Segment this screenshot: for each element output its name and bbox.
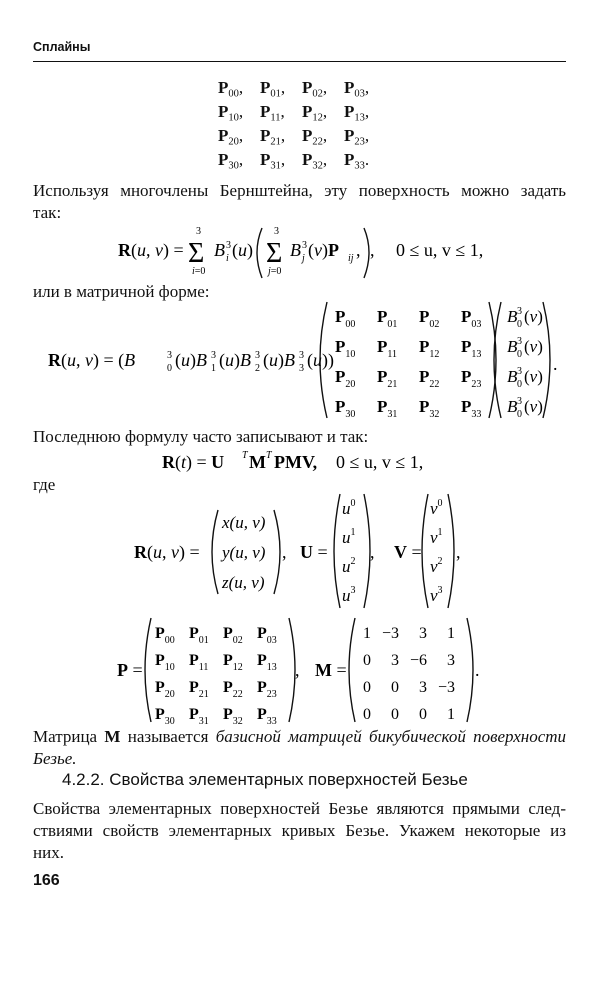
control-point: $P_{20}$,: [218, 126, 244, 148]
svg-text:V =: V =: [394, 542, 422, 562]
control-point: $P_{21}$,: [260, 126, 286, 148]
svg-text:(v): (v): [524, 307, 543, 326]
p-matrix-cell: $P_{21}$: [189, 679, 209, 700]
paragraph-properties-3: них.: [33, 843, 64, 862]
paragraph-bernstein-2: так:: [33, 203, 62, 222]
p-matrix-cell: $P_{30}$: [155, 706, 175, 724]
m-matrix-cell: 0: [363, 652, 371, 669]
svg-text:M: M: [249, 452, 266, 472]
m-matrix-cell: 0: [391, 706, 399, 723]
p-matrix-cell: $P_{12}$: [223, 652, 243, 673]
control-point: $P_{01}$,: [260, 78, 286, 100]
m-matrix-cell: 0: [363, 679, 371, 696]
svg-text:3: 3: [299, 363, 304, 374]
control-points-row: [218, 100, 386, 124]
control-point: $P_{00}$,: [218, 78, 244, 100]
svg-text:3: 3: [517, 396, 522, 407]
formula-p-m-matrices: [115, 616, 495, 724]
svg-text:ij: ij: [348, 253, 354, 264]
svg-text:3: 3: [167, 350, 172, 361]
paragraph-properties-2: ствиями свойств элементарных кривых Безье. Укажем некоторые из: [33, 821, 566, 840]
svg-text:,: ,: [356, 240, 361, 260]
svg-text:R(u, v) =: R(u, v) =: [134, 542, 200, 562]
m-matrix-cell: −6: [409, 652, 427, 669]
v-vector-entry: $v^0$: [430, 498, 443, 518]
svg-text:(u)): (u)): [307, 350, 334, 370]
matrix-form-cell: $P_{22}$: [419, 367, 440, 390]
svg-text:Σ: Σ: [188, 238, 205, 269]
svg-text:3: 3: [517, 336, 522, 347]
svg-text:0: 0: [167, 363, 172, 374]
svg-text:P =: P =: [117, 660, 143, 680]
svg-text:(v)P: (v)P: [308, 240, 339, 260]
svg-text:3: 3: [196, 226, 201, 237]
svg-text:2: 2: [255, 363, 260, 374]
compact-range: 0 ≤ u, v ≤ 1,: [336, 452, 424, 472]
formula-bernstein-sum: [100, 222, 520, 282]
svg-text:B: B: [507, 397, 518, 416]
u-vector-entry: $u^0$: [342, 498, 356, 518]
svg-text:,: ,: [370, 240, 375, 260]
m-matrix-cell: 0: [363, 706, 371, 723]
r-vector-entry: x(u, v): [222, 513, 266, 532]
formula-vectors: [130, 492, 470, 610]
svg-text:1: 1: [211, 363, 216, 374]
m-matrix-cell: 1: [447, 625, 455, 642]
p-matrix-cell: $P_{01}$: [189, 625, 209, 646]
svg-text:(u): (u): [232, 240, 253, 260]
matrix-form-cell: $P_{11}$: [377, 337, 398, 360]
matrix-form-cell: $P_{21}$: [377, 367, 398, 390]
v-vector-entry: $v^1$: [430, 527, 443, 547]
matrix-form-cell: $P_{32}$: [419, 397, 440, 420]
p-matrix-cell: $P_{03}$: [257, 625, 277, 646]
svg-text:T: T: [242, 450, 248, 461]
svg-text:(v): (v): [524, 397, 543, 416]
paragraph-bernstein-1: Используя многочлены Бернштейна, эту поверхность можно задать: [33, 181, 566, 200]
matrix-form-cell: $P_{02}$: [419, 307, 440, 330]
m-matrix-cell: −3: [381, 625, 399, 642]
matrix-form-cell: $P_{12}$: [419, 337, 440, 360]
svg-text:R(t) = U: R(t) = U: [162, 452, 225, 472]
m-matrix-cell: 1: [363, 625, 371, 642]
p-matrix-cell: $P_{13}$: [257, 652, 277, 673]
m-definition-line1: Матрица M называется базисной матрицей бикубической поверхности: [33, 727, 567, 746]
m-matrix-cell: 0: [419, 706, 427, 723]
header-rule: [33, 61, 566, 62]
control-points-list: [218, 76, 386, 172]
formula-sum-range: 0 ≤ u, v ≤ 1,: [396, 240, 484, 260]
svg-text:.: .: [475, 660, 480, 680]
control-point: $P_{30}$,: [218, 150, 244, 172]
matrix-form-cell: $P_{23}$: [461, 367, 482, 390]
control-point: $P_{31}$,: [260, 150, 286, 172]
control-point: $P_{23}$,: [344, 126, 370, 148]
svg-text:3: 3: [255, 350, 260, 361]
svg-text:3: 3: [517, 366, 522, 377]
paragraph-properties-1: Свойства элементарных поверхностей Безье являются прямыми след-: [33, 799, 566, 818]
control-points-row: [218, 124, 386, 148]
svg-text:,: ,: [295, 660, 300, 680]
svg-text:,: ,: [370, 542, 375, 562]
svg-text:T: T: [266, 450, 272, 461]
r-vector-entry: y(u, v): [222, 543, 266, 562]
svg-text:.: .: [553, 354, 558, 374]
svg-text:j=0: j=0: [268, 266, 282, 277]
svg-text:R(u, v) = (B: R(u, v) = (B: [48, 350, 136, 370]
matrix-intro: или в матричной форме:: [33, 282, 210, 301]
svg-text:B: B: [507, 367, 518, 386]
svg-text:3: 3: [226, 240, 231, 251]
svg-text:U =: U =: [300, 542, 328, 562]
control-point: $P_{33}$.: [344, 150, 370, 172]
svg-text:B: B: [507, 337, 518, 356]
svg-text:PMV,: PMV,: [274, 452, 318, 472]
r-vector-entry: z(u, v): [222, 573, 265, 592]
control-points-row: [218, 76, 386, 100]
m-matrix-cell: 3: [447, 652, 455, 669]
svg-text:M =: M =: [315, 660, 347, 680]
formula-matrix-form: [45, 300, 565, 422]
control-point: $P_{22}$,: [302, 126, 328, 148]
matrix-form-cell: $P_{03}$: [461, 307, 482, 330]
matrix-form-cell: $P_{13}$: [461, 337, 482, 360]
p-matrix-cell: $P_{32}$: [223, 706, 243, 724]
svg-text:3: 3: [517, 306, 522, 317]
svg-text:3: 3: [299, 350, 304, 361]
m-matrix-cell: 0: [391, 679, 399, 696]
svg-text:0: 0: [517, 379, 522, 390]
svg-text:B: B: [214, 240, 225, 260]
formula-sum-lhs: R(u, v) =: [118, 240, 184, 260]
svg-text:0: 0: [517, 349, 522, 360]
matrix-form-cell: $P_{33}$: [461, 397, 482, 420]
control-point: $P_{32}$,: [302, 150, 328, 172]
running-head: Сплайны: [33, 40, 91, 54]
control-point: $P_{02}$,: [302, 78, 328, 100]
svg-text:0: 0: [517, 409, 522, 420]
section-heading: 4.2.2. Свойства элементарных поверхностей Безье: [62, 770, 468, 789]
control-point: $P_{03}$,: [344, 78, 370, 100]
control-point: $P_{13}$,: [344, 102, 370, 124]
u-vector-entry: $u^3$: [342, 585, 356, 605]
svg-text:(v): (v): [524, 367, 543, 386]
svg-text:B: B: [290, 240, 301, 260]
control-point: $P_{10}$,: [218, 102, 244, 124]
p-matrix-cell: $P_{10}$: [155, 652, 175, 673]
p-matrix-cell: $P_{00}$: [155, 625, 175, 646]
p-matrix-cell: $P_{31}$: [189, 706, 209, 724]
p-matrix-cell: $P_{11}$: [189, 652, 209, 673]
p-matrix-cell: $P_{20}$: [155, 679, 175, 700]
svg-text:j: j: [302, 253, 305, 264]
m-matrix-cell: 1: [447, 706, 455, 723]
page-number: 166: [33, 872, 60, 889]
svg-text:3: 3: [211, 350, 216, 361]
control-point: $P_{11}$,: [260, 102, 285, 124]
p-matrix-cell: $P_{02}$: [223, 625, 243, 646]
u-vector-entry: $u^2$: [342, 556, 356, 576]
matrix-form-cell: $P_{30}$: [335, 397, 356, 420]
v-vector-entry: $v^2$: [430, 556, 443, 576]
matrix-form-cell: $P_{00}$: [335, 307, 356, 330]
m-definition-line2: Безье.: [33, 749, 77, 768]
m-matrix-cell: 3: [419, 679, 427, 696]
p-matrix-cell: $P_{22}$: [223, 679, 243, 700]
v-vector-entry: $v^3$: [430, 585, 443, 605]
svg-text:0: 0: [517, 319, 522, 330]
m-matrix-cell: 3: [419, 625, 427, 642]
short-form-intro: Последнюю формулу часто записывают и так:: [33, 427, 369, 446]
svg-text:(u)B: (u)B: [263, 350, 295, 370]
m-matrix-cell: −3: [437, 679, 455, 696]
svg-text:Σ: Σ: [266, 238, 283, 269]
p-matrix-cell: $P_{23}$: [257, 679, 277, 700]
matrix-form-cell: $P_{20}$: [335, 367, 356, 390]
m-matrix-cell: 3: [391, 652, 399, 669]
svg-text:(v): (v): [524, 337, 543, 356]
svg-text:i=0: i=0: [192, 266, 206, 277]
matrix-form-cell: $P_{10}$: [335, 337, 356, 360]
u-vector-entry: $u^1$: [342, 527, 356, 547]
control-points-row: [218, 148, 386, 172]
svg-text:i: i: [226, 253, 229, 264]
svg-text:(u)B: (u)B: [219, 350, 251, 370]
control-point: $P_{12}$,: [302, 102, 328, 124]
svg-text:(u)B: (u)B: [175, 350, 207, 370]
matrix-form-cell: $P_{01}$: [377, 307, 398, 330]
formula-compact: [160, 446, 450, 476]
svg-text:,: ,: [456, 542, 461, 562]
svg-text:,: ,: [282, 542, 287, 562]
matrix-form-cell: $P_{31}$: [377, 397, 398, 420]
p-matrix-cell: $P_{33}$: [257, 706, 277, 724]
svg-text:B: B: [507, 307, 518, 326]
svg-text:3: 3: [302, 240, 307, 251]
svg-text:3: 3: [274, 226, 279, 237]
where-label: где: [33, 475, 56, 494]
